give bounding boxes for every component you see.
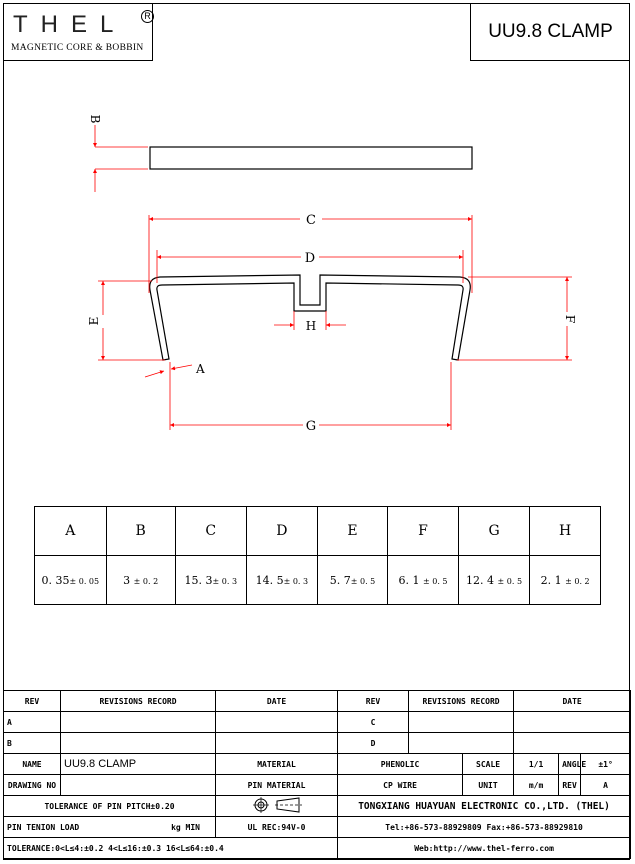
revision-date-cell <box>514 712 631 733</box>
drawing-no-label: DRAWING NO <box>4 775 61 796</box>
dimension-header-row <box>35 507 601 556</box>
logo-subtitle: MAGNETIC CORE & BOBBIN <box>11 43 144 53</box>
date-header: DATE <box>514 691 631 712</box>
dim-nominal: 2. 1 <box>540 573 562 587</box>
dim-tolerance: ± 0. 3 <box>212 576 238 586</box>
dim-value-cell <box>317 556 387 605</box>
pin-material-label: PIN MATERIAL <box>216 775 338 796</box>
dim-header: H <box>530 507 601 556</box>
revision-date-cell <box>514 733 631 754</box>
dim-label-e: E <box>87 316 101 326</box>
dim-tolerance: ± 0. 05 <box>69 576 100 586</box>
rev-letter: B <box>4 733 61 754</box>
revision-header-row <box>4 691 631 712</box>
dim-nominal: 15. 3 <box>184 573 213 587</box>
dim-value-cell <box>530 556 601 605</box>
dimension-table <box>34 506 601 605</box>
rev-header: REV <box>4 691 61 712</box>
dim-label-g: G <box>305 419 317 434</box>
revisions-record-header: REVISIONS RECORD <box>409 691 514 712</box>
dim-label-f: F <box>563 314 577 324</box>
dim-header: E <box>317 507 387 556</box>
angle-label: ANGLE <box>559 754 581 775</box>
dim-value-cell <box>106 556 175 605</box>
dim-header: D <box>246 507 317 556</box>
dim-header: F <box>388 507 459 556</box>
unit-value: m/m <box>514 775 559 796</box>
scale-label: SCALE <box>463 754 514 775</box>
dim-header: B <box>106 507 175 556</box>
drawing-title: UU9.8 CLAMP <box>488 20 613 42</box>
dim-nominal: 6. 1 <box>398 573 420 587</box>
dim-label-a: A <box>196 362 205 376</box>
material-label: MATERIAL <box>216 754 338 775</box>
registered-mark-icon: R <box>141 10 154 23</box>
website: Web:http://www.thel-ferro.com <box>338 838 631 859</box>
pin-tension-label: PIN TENION LOAD <box>7 822 80 832</box>
dim-header: A <box>35 507 107 556</box>
dim-tolerance: ± 0. 5 <box>422 576 448 586</box>
rev-letter: A <box>4 712 61 733</box>
dim-header: G <box>458 507 529 556</box>
pin-pitch-row <box>4 796 631 817</box>
name-value: UU9.8 CLAMP <box>61 754 216 775</box>
company-name: TONGXIANG HUAYUAN ELECTRONIC CO.,LTD. (THEL) <box>338 796 631 817</box>
logo-wordmark: THEL <box>13 11 127 38</box>
dim-label-h: H <box>305 319 317 333</box>
dim-tolerance: ± 0. 2 <box>565 576 590 586</box>
drawing-no-row <box>4 775 631 796</box>
dim-nominal: 5. 7 <box>329 573 351 587</box>
dimension-value-row <box>35 556 601 605</box>
a-arrow-right <box>171 365 192 369</box>
revision-row <box>4 733 631 754</box>
rev-letter: D <box>338 733 409 754</box>
dim-nominal: 3 <box>123 573 131 587</box>
dim-tolerance: ± 0. 3 <box>283 576 309 586</box>
revision-date-cell <box>216 712 338 733</box>
tel-fax: Tel:+86-573-88929809 Fax:+86-573-88929810 <box>338 817 631 838</box>
dim-nominal: 14. 5 <box>255 573 284 587</box>
tolerance-row <box>4 838 631 859</box>
revisions-record-header: REVISIONS RECORD <box>61 691 216 712</box>
dim-value-cell <box>388 556 459 605</box>
date-header: DATE <box>216 691 338 712</box>
general-tolerance: TOLERANCE:0<L≤4:±0.2 4<L≤16:±0.3 16<L≤64:±0.4 <box>4 838 338 859</box>
rev-header: REV <box>338 691 409 712</box>
dim-label-b: B <box>88 114 102 124</box>
rev-label: REV <box>559 775 581 796</box>
dim-label-d: D <box>304 251 316 266</box>
ul-rating: UL REC:94V-0 <box>216 817 338 838</box>
third-angle-projection-icon <box>247 797 307 813</box>
revision-cell <box>409 712 514 733</box>
pin-tension-row <box>4 817 631 838</box>
projection-symbol-cell <box>216 796 338 817</box>
rev-letter: C <box>338 712 409 733</box>
pin-tension-cell <box>4 817 216 838</box>
pin-tension-unit: kg MIN <box>171 822 200 832</box>
pin-pitch-tolerance: TOLERANCE OF PIN PITCH±0.20 <box>4 796 216 817</box>
title-block <box>3 690 631 859</box>
a-arrow-left <box>145 371 164 377</box>
revision-cell <box>409 733 514 754</box>
clamp-top-view <box>150 147 472 169</box>
dim-tolerance: ± 0. 2 <box>133 576 159 586</box>
dim-nominal: 0. 35 <box>41 573 70 587</box>
dim-nominal: 12. 4 <box>466 573 495 587</box>
dim-tolerance: ± 0. 5 <box>497 576 523 586</box>
pin-material-value: CP WIRE <box>338 775 463 796</box>
material-value: PHENOLIC <box>338 754 463 775</box>
dim-label-c: C <box>306 213 316 228</box>
name-label: NAME <box>4 754 61 775</box>
revision-cell <box>61 712 216 733</box>
drawing-no-value <box>61 775 216 796</box>
unit-label: UNIT <box>463 775 514 796</box>
dim-value-cell <box>35 556 107 605</box>
dim-value-cell <box>246 556 317 605</box>
dim-header: C <box>175 507 246 556</box>
scale-value: 1/1 <box>514 754 559 775</box>
dim-value-cell <box>458 556 529 605</box>
clamp-profile <box>150 275 471 360</box>
dim-value-cell <box>175 556 246 605</box>
dim-tolerance: ± 0. 5 <box>350 576 376 586</box>
rev-value: A <box>581 775 631 796</box>
revision-cell <box>61 733 216 754</box>
revision-row <box>4 712 631 733</box>
revision-date-cell <box>216 733 338 754</box>
name-row <box>4 754 631 775</box>
angle-value: ±1° <box>581 754 631 775</box>
